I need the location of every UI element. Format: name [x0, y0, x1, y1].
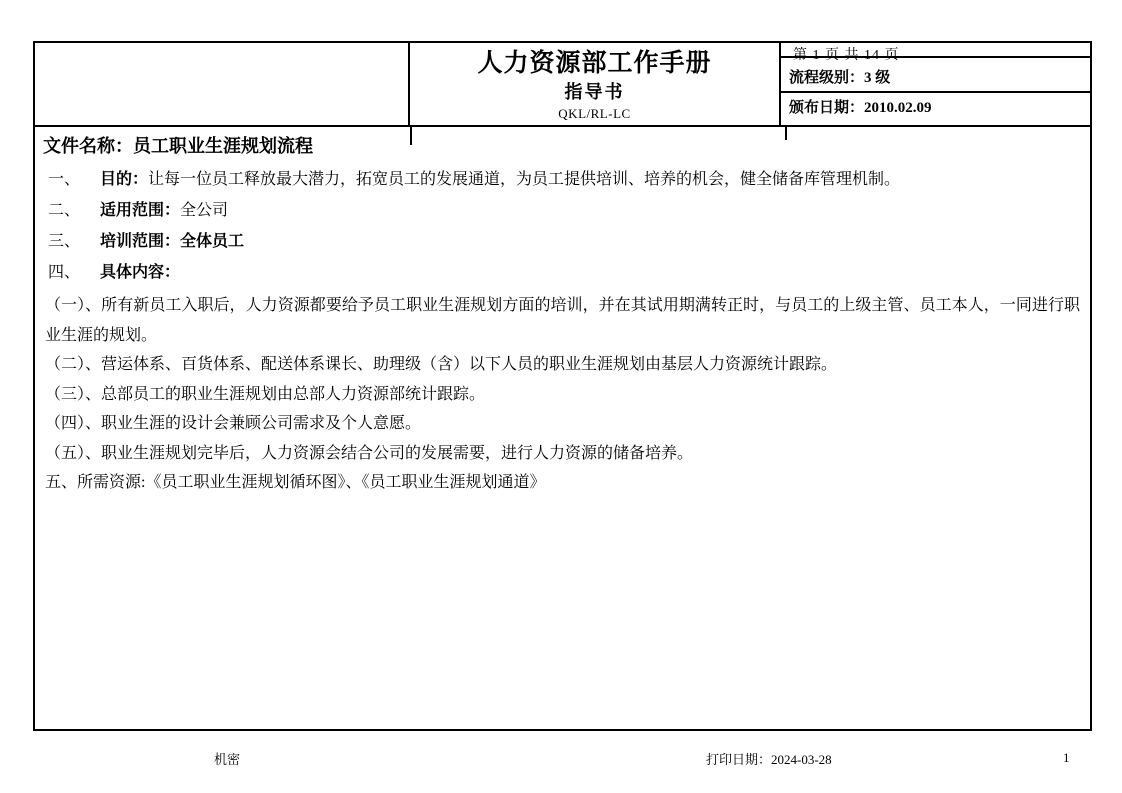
item-number: 二、: [48, 202, 81, 219]
process-level-row: 流程级别：3 级: [781, 58, 1090, 93]
item-label: 目的：: [100, 171, 149, 188]
document-title: 人力资源部工作手册: [477, 50, 712, 77]
issue-date-row: 颁布日期：2010.02.09: [789, 100, 932, 116]
list-item-2: [48, 199, 1080, 223]
item-number: 一、: [48, 171, 81, 188]
document-name-text: 文件名称：员工职业生涯规划流程: [43, 136, 313, 156]
item-number: 三、: [48, 233, 81, 250]
item-text: 全公司: [180, 202, 229, 219]
header-title-cell: [410, 43, 781, 125]
document-body: [35, 159, 1090, 498]
item-number: 四、: [48, 264, 81, 281]
paragraph-4: （四）、职业生涯的设计会兼顾公司需求及个人意愿。: [45, 415, 422, 432]
paragraph-1: （一）、所有新员工入职后，人力资源都要给予员工职业生涯规划方面的培训，并在其试用期满转正时，与员工的上级主管、员工本人，一同进行职业生涯的规划。: [45, 297, 1080, 344]
item-label: 适用范围：: [100, 202, 181, 219]
item-label: 具体内容：: [100, 264, 181, 281]
paragraph-block: [45, 291, 1080, 498]
paragraph-3: （三）、总部员工的职业生涯规划由总部人力资源部统计跟踪。: [45, 385, 486, 403]
list-item-1: [48, 168, 1080, 192]
divider-stub-left: [410, 127, 412, 145]
footer-confidential-label: 机密: [214, 752, 241, 767]
header-logo-cell: [35, 43, 410, 125]
divider-stub-right: [785, 127, 787, 140]
document-code: QKL/RL-LC: [558, 106, 631, 121]
item-label: 培训范围：全体员工: [100, 233, 245, 250]
paragraph-6: 五、所需资源:《员工职业生涯规划循环图》、《员工职业生涯规划通道》: [45, 474, 546, 491]
header-meta-cell: [781, 43, 1090, 125]
paragraph-5: （五）、职业生涯规划完毕后，人力资源会结合公司的发展需要，进行人力资源的储备培养。: [45, 444, 694, 462]
page-info-row: [781, 43, 1090, 63]
document-name-row: [35, 127, 1090, 159]
footer-page-number: 1: [1063, 750, 1070, 765]
list-item-4: [48, 261, 1080, 285]
document-subtitle: 指导书: [564, 82, 625, 102]
list-item-3: [48, 230, 1080, 254]
document-border: [33, 41, 1092, 731]
page-info-text: 第 1 页 共 14 页: [793, 48, 900, 63]
item-text: 让每一位员工释放最大潜力，拓宽员工的发展通道，为员工提供培训、培养的机会，健全储备库管理机制。: [148, 171, 901, 188]
footer-print-date: 打印日期：2024-03-28: [706, 752, 832, 767]
paragraph-2: （二）、营运体系、百货体系、配送体系课长、助理级（含）以下人员的职业生涯规划由基层人力资源统计跟踪。: [45, 356, 838, 373]
document-header: [35, 43, 1090, 127]
